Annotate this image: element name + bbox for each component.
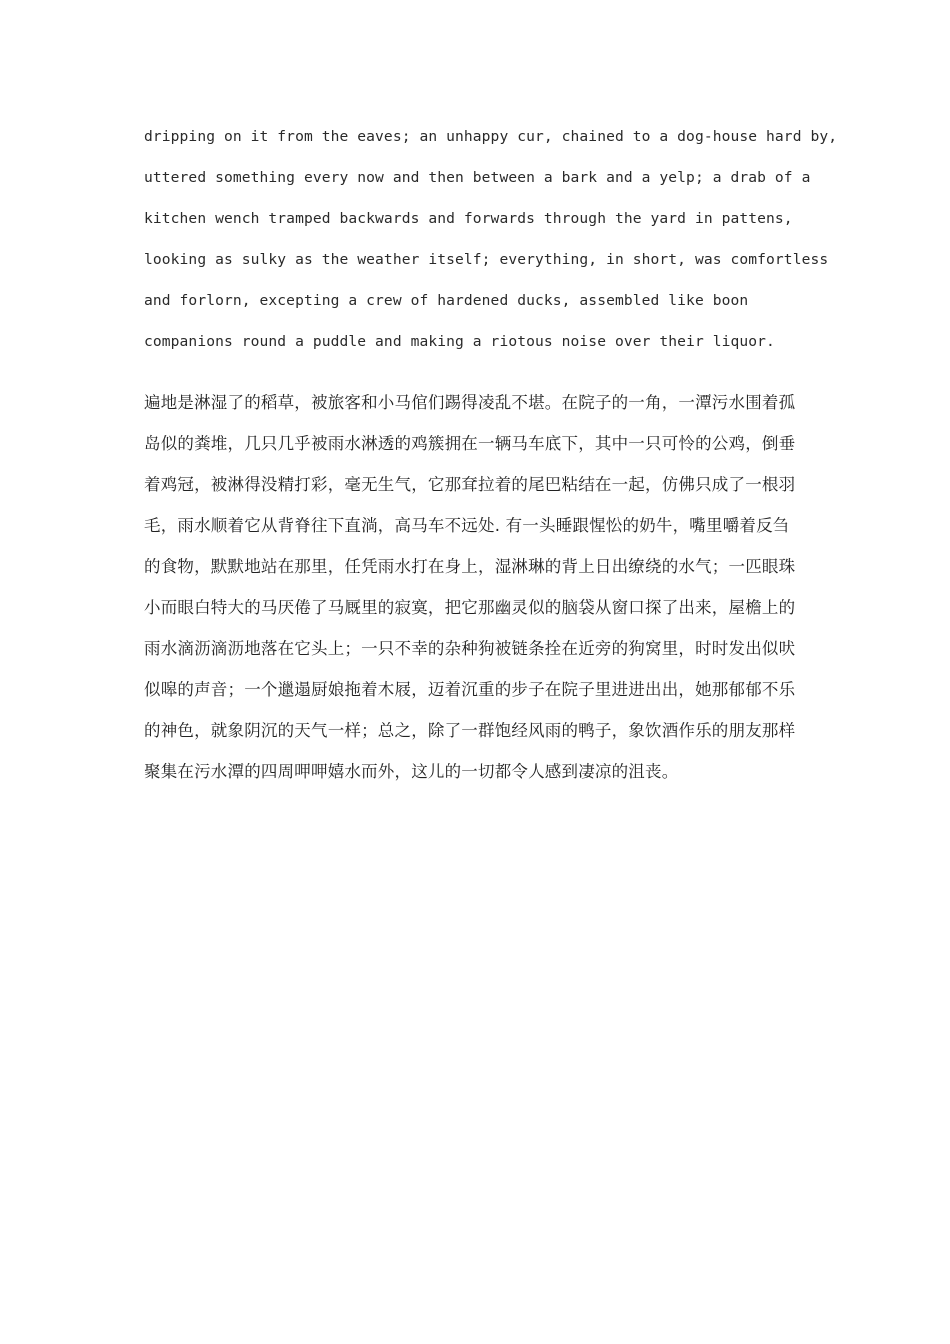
chinese-paragraph — [144, 388, 804, 798]
english-line: kitchen wench tramped backwards and forwards through the yard in pattens, — [144, 210, 793, 228]
chinese-line: 雨水滴沥滴沥地落在它头上；一只不幸的杂种狗被链条拴在近旁的狗窝里，时时发出似吠 — [144, 639, 796, 658]
english-paragraph — [144, 122, 838, 369]
chinese-line: 似嗥的声音；一个邋遢厨娘拖着木屐，迈着沉重的步子在院子里进进出出，她那郁郁不乐 — [144, 680, 796, 699]
chinese-line: 岛似的粪堆，几只几乎被雨水淋透的鸡簇拥在一辆马车底下，其中一只可怜的公鸡，倒垂 — [144, 434, 796, 453]
chinese-line: 的食物，默默地站在那里，任凭雨水打在身上，湿淋琳的背上日出缭绕的水气；一匹眼珠 — [144, 557, 796, 576]
chinese-line: 着鸡冠，被淋得没精打彩，毫无生气，它那耷拉着的尾巴粘结在一起，仿佛只成了一根羽 — [144, 475, 796, 494]
english-line: uttered something every now and then between a bark and a yelp; a drab of a — [144, 169, 811, 187]
english-line: and forlorn, excepting a crew of hardened ducks, assembled like boon — [144, 292, 749, 310]
english-line: dripping on it from the eaves; an unhappy cur, chained to a dog-house hard by, — [144, 128, 838, 145]
chinese-line: 小而眼白特大的马厌倦了马厩里的寂寞，把它那幽灵似的脑袋从窗口探了出来，屋檐上的 — [144, 598, 796, 617]
chinese-line: 聚集在污水潭的四周呷呷嬉水而外，这儿的一切都令人感到凄凉的沮丧。 — [144, 762, 679, 781]
chinese-line: 毛，雨水顺着它从背脊往下直淌，高马车不远处. 有一头睡跟惺忪的奶牛，嘴里嚼着反刍 — [144, 516, 790, 535]
english-line: looking as sulky as the weather itself; everything, in short, was comfortless — [144, 251, 829, 269]
chinese-line: 的神色，就象阴沉的天气一样；总之，除了一群饱经风雨的鸭子，象饮酒作乐的朋友那样 — [144, 721, 796, 740]
english-line: companions round a puddle and making a riotous noise over their liquor. — [144, 333, 775, 351]
chinese-line: 遍地是淋湿了的稻草，被旅客和小马倌们踢得凌乱不堪。在院子的一角，一潭污水围着孤 — [144, 393, 796, 412]
